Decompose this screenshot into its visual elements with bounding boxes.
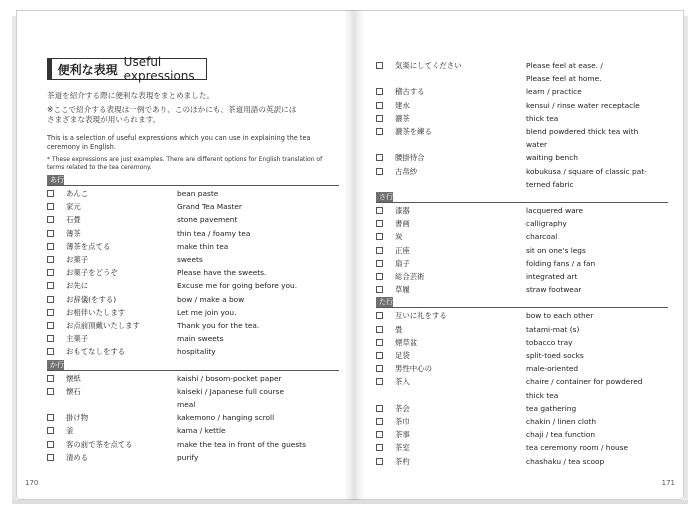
expression-row <box>47 240 347 253</box>
expression-jp: お菓子 <box>66 255 89 264</box>
expression-row <box>47 253 347 266</box>
checkbox[interactable] <box>47 296 54 303</box>
expression-jp: 茶室 <box>395 443 410 453</box>
intro-en-line-2: ceremony in English. <box>47 143 116 151</box>
expression-row <box>376 389 676 402</box>
checkbox[interactable] <box>376 418 383 425</box>
checkbox[interactable] <box>376 62 383 69</box>
expression-jp: 主菓子 <box>66 334 89 344</box>
checkbox[interactable] <box>47 375 54 382</box>
checkbox[interactable] <box>376 444 383 451</box>
checkbox[interactable] <box>47 282 54 289</box>
expression-jp: 煙草盆 <box>395 337 418 347</box>
expression-en: make thin tea <box>177 241 229 251</box>
intro-en-line-4: terms related to the tea ceremony. <box>47 164 152 171</box>
checkbox[interactable] <box>376 326 383 333</box>
expression-row <box>376 349 676 362</box>
section-title-box <box>47 55 207 83</box>
expression-row <box>47 332 347 345</box>
expression-en: Thank you for the tea. <box>177 321 260 330</box>
expression-en: tatami-mat (s) <box>526 324 580 334</box>
expression-jp: お菓子をどうぞ <box>66 268 118 278</box>
expression-en: Grand Tea Master <box>177 202 242 212</box>
checkbox[interactable] <box>376 339 383 346</box>
checkbox[interactable] <box>376 312 383 319</box>
right-page <box>354 10 684 500</box>
expression-row <box>376 428 676 441</box>
checkbox[interactable] <box>47 203 54 210</box>
expression-en: hospitality <box>177 347 216 357</box>
expression-jp: 薄茶 <box>66 228 81 238</box>
expression-row <box>376 323 676 336</box>
expression-row <box>376 72 676 85</box>
checkbox[interactable] <box>376 286 383 293</box>
checkbox[interactable] <box>47 190 54 197</box>
section-rule <box>47 185 339 186</box>
expression-jp: 炭 <box>395 232 403 242</box>
expression-row <box>376 217 676 230</box>
expression-en: bow to each other <box>526 311 594 321</box>
expression-en: kaishi / bosom-pocket paper <box>177 373 282 383</box>
expression-en: kama / kettle <box>177 426 226 436</box>
expression-jp: 家元 <box>66 202 81 212</box>
expression-en: main sweets <box>177 334 224 344</box>
section-head: あ行 <box>47 175 64 185</box>
expression-jp: 古帛紗 <box>395 166 418 176</box>
checkbox[interactable] <box>376 352 383 359</box>
expression-jp: 書画 <box>395 219 410 229</box>
expression-row <box>47 438 347 451</box>
expression-en: kobukusa / square of classic pat- <box>526 166 647 176</box>
expression-row <box>47 424 347 437</box>
expression-row <box>376 257 676 270</box>
expression-jp: 互いに礼をする <box>395 311 447 321</box>
checkbox[interactable] <box>376 128 383 135</box>
expression-jp: 茶会 <box>395 403 410 413</box>
checkbox[interactable] <box>47 309 54 316</box>
checkbox[interactable] <box>376 233 383 240</box>
expression-row <box>47 306 347 319</box>
expression-row <box>376 99 676 112</box>
checkbox[interactable] <box>47 216 54 223</box>
checkbox[interactable] <box>47 269 54 276</box>
expression-row <box>376 230 676 243</box>
intro-jp-line-2: ※ここで紹介する表現は一例であり、このほかにも、茶道用語の英訳には <box>47 105 297 114</box>
expression-en: Excuse me for going before you. <box>177 281 298 291</box>
expression-jp: 客の前で茶を点てる <box>66 439 133 449</box>
expression-jp: 稽古する <box>395 87 425 97</box>
expression-row <box>47 398 347 411</box>
expression-jp: あんこ <box>66 189 89 198</box>
expression-en: tea gathering <box>526 403 577 413</box>
title-bar-marker <box>48 59 52 79</box>
checkbox[interactable] <box>47 256 54 263</box>
expression-en: bean paste <box>177 189 219 198</box>
expression-en: Please feel at home. <box>526 74 602 84</box>
expression-en: meal <box>177 400 196 409</box>
section-rule <box>376 307 668 308</box>
checkbox[interactable] <box>47 427 54 434</box>
expression-row <box>376 283 676 296</box>
expression-row <box>47 266 347 279</box>
book-gutter <box>344 10 364 500</box>
bottom-page-edge <box>12 500 688 504</box>
expression-row <box>376 270 676 283</box>
expression-en: bow / make a bow <box>177 294 245 304</box>
left-page <box>16 10 354 500</box>
expression-jp: 釜 <box>66 426 74 436</box>
section-head: た行 <box>376 297 393 307</box>
expression-row <box>47 385 347 398</box>
expression-en: sweets <box>177 255 203 264</box>
section-rule <box>376 202 668 203</box>
expression-row <box>376 85 676 98</box>
expression-row <box>47 227 347 240</box>
expression-jp: 正座 <box>395 245 410 255</box>
checkbox[interactable] <box>376 115 383 122</box>
expression-en: make the tea in front of the guests <box>177 439 306 449</box>
expression-en: tobacco tray <box>526 337 573 347</box>
expression-en: kensui / rinse water receptacle <box>526 100 640 110</box>
expression-en: chashaku / tea scoop <box>526 456 605 466</box>
expression-en: male-oriented <box>526 364 579 374</box>
checkbox[interactable] <box>47 348 54 355</box>
checkbox[interactable] <box>376 378 383 385</box>
expression-jp: 畳 <box>395 324 403 334</box>
expression-en: charcoal <box>526 232 558 242</box>
checkbox[interactable] <box>376 207 383 214</box>
expression-en: chakin / linen cloth <box>526 417 597 426</box>
expression-en: waiting bench <box>526 153 578 163</box>
expression-row <box>376 178 676 191</box>
expression-row <box>47 451 347 464</box>
expression-en: stone pavement <box>177 215 238 225</box>
expression-en: thick tea <box>526 390 559 400</box>
checkbox[interactable] <box>376 260 383 267</box>
expression-en: integrated art <box>526 272 578 281</box>
checkbox[interactable] <box>47 454 54 461</box>
expression-jp: 足袋 <box>395 351 410 360</box>
expression-jp: 懐紙 <box>66 373 81 383</box>
expression-en: chaire / container for powdered <box>526 377 643 387</box>
checkbox[interactable] <box>376 247 383 254</box>
expression-jp: 茶杓 <box>395 456 410 466</box>
expression-jp: 薄茶を点てる <box>66 241 111 251</box>
expression-en: thin tea / foamy tea <box>177 228 251 238</box>
intro-jp-line-1: 茶道を紹介する際に便利な表現をまとめました。 <box>47 91 215 100</box>
expression-jp: 扇子 <box>395 258 410 268</box>
checkbox[interactable] <box>376 458 383 465</box>
checkbox[interactable] <box>47 388 54 395</box>
expression-jp: 漆器 <box>395 206 410 215</box>
expression-row <box>376 415 676 428</box>
section-head: さ行 <box>376 192 393 202</box>
expression-jp: 気楽にしてください <box>395 61 462 70</box>
expression-row <box>376 362 676 375</box>
expression-row <box>376 375 676 388</box>
expression-en: Please have the sweets. <box>177 268 267 278</box>
title-en: Useful expressions <box>123 55 195 83</box>
checkbox[interactable] <box>376 273 383 280</box>
intro-en-line-1: This is a selection of useful expressions which you can use in explaining the tea <box>47 134 311 142</box>
intro-en-line-3: * These expressions are just examples. There are different options for English translation of <box>47 156 323 163</box>
expression-jp: 総合芸術 <box>395 272 425 281</box>
checkbox[interactable] <box>47 335 54 342</box>
page-number-left: 170 <box>25 479 39 487</box>
expression-en: sit on one's legs <box>526 245 586 255</box>
checkbox[interactable] <box>376 102 383 109</box>
checkbox[interactable] <box>47 230 54 237</box>
expression-row <box>47 213 347 226</box>
expression-jp: お先に <box>66 281 89 291</box>
expression-en: kaiseki / Japanese full course <box>177 386 285 396</box>
expression-row <box>47 187 347 200</box>
checkbox[interactable] <box>376 88 383 95</box>
expression-row <box>376 309 676 322</box>
expression-row <box>376 402 676 415</box>
expression-en: tea ceremony room / house <box>526 443 629 453</box>
expression-row <box>376 112 676 125</box>
expression-row <box>47 345 347 358</box>
expression-jp: 清める <box>66 452 89 462</box>
expression-row <box>376 125 676 138</box>
expression-row <box>376 151 676 164</box>
expression-jp: 男性中心の <box>395 364 432 374</box>
expression-en: split-toed socks <box>526 351 584 360</box>
expression-jp: お点前頂戴いたします <box>66 321 140 330</box>
section-head: か行 <box>47 360 64 370</box>
expression-row <box>376 165 676 178</box>
expression-en: purify <box>177 452 199 462</box>
expression-row <box>47 279 347 292</box>
expression-jp: 腰掛待合 <box>395 153 425 163</box>
expression-row <box>376 204 676 217</box>
expression-en: Please feel at ease. / <box>526 61 603 70</box>
expression-en: learn / practice <box>526 87 582 97</box>
right-page-edge <box>684 16 688 502</box>
checkbox[interactable] <box>376 365 383 372</box>
expression-en: chaji / tea function <box>526 430 596 440</box>
expression-jp: 掛け物 <box>66 413 89 423</box>
title-jp: 便利な表現 <box>57 62 118 77</box>
expression-row <box>47 319 347 332</box>
expression-en: thick tea <box>526 113 559 123</box>
expression-jp: 茶事 <box>395 430 410 440</box>
expression-jp: 建水 <box>395 100 410 110</box>
expression-row <box>47 293 347 306</box>
expression-en: blend powdered thick tea with <box>526 127 639 136</box>
page-number-right: 171 <box>661 479 675 487</box>
expression-jp: おもてなしをする <box>66 347 126 357</box>
expression-row <box>376 455 676 468</box>
expression-en: water <box>526 140 548 150</box>
expression-en: Let me join you. <box>177 307 237 317</box>
expression-row <box>376 59 676 72</box>
expression-jp: 濃茶 <box>395 113 410 123</box>
checkbox[interactable] <box>376 220 383 227</box>
expression-row <box>47 200 347 213</box>
expression-row <box>47 411 347 424</box>
expression-en: kakemono / hanging scroll <box>177 413 275 423</box>
book-spread <box>16 10 684 506</box>
expression-jp: 草履 <box>395 285 410 295</box>
expression-en: lacquered ware <box>526 206 584 215</box>
expression-jp: 濃茶を練る <box>395 127 432 136</box>
expression-row <box>47 372 347 385</box>
checkbox[interactable] <box>47 322 54 329</box>
intro-jp-line-3: さまざまな表現が用いられます。 <box>47 115 161 124</box>
expression-row <box>376 244 676 257</box>
checkbox[interactable] <box>47 414 54 421</box>
section-rule <box>47 370 339 371</box>
expression-en: terned fabric <box>526 179 574 189</box>
expression-jp: 懐石 <box>66 386 81 396</box>
expression-jp: 茶入 <box>395 377 410 387</box>
expression-row <box>376 441 676 454</box>
expression-row <box>376 336 676 349</box>
checkbox[interactable] <box>376 405 383 412</box>
expression-jp: 石畳 <box>66 215 81 225</box>
expression-en: folding fans / a fan <box>526 258 596 268</box>
checkbox[interactable] <box>47 243 54 250</box>
expression-jp: お辞儀(をする) <box>66 294 117 304</box>
expression-jp: 茶巾 <box>395 417 410 426</box>
expression-en: straw footwear <box>526 285 582 295</box>
expression-row <box>376 138 676 151</box>
checkbox[interactable] <box>376 154 383 161</box>
checkbox[interactable] <box>47 441 54 448</box>
checkbox[interactable] <box>376 168 383 175</box>
checkbox[interactable] <box>376 431 383 438</box>
expression-jp: お相伴いたします <box>66 307 126 317</box>
expression-en: calligraphy <box>526 219 567 229</box>
